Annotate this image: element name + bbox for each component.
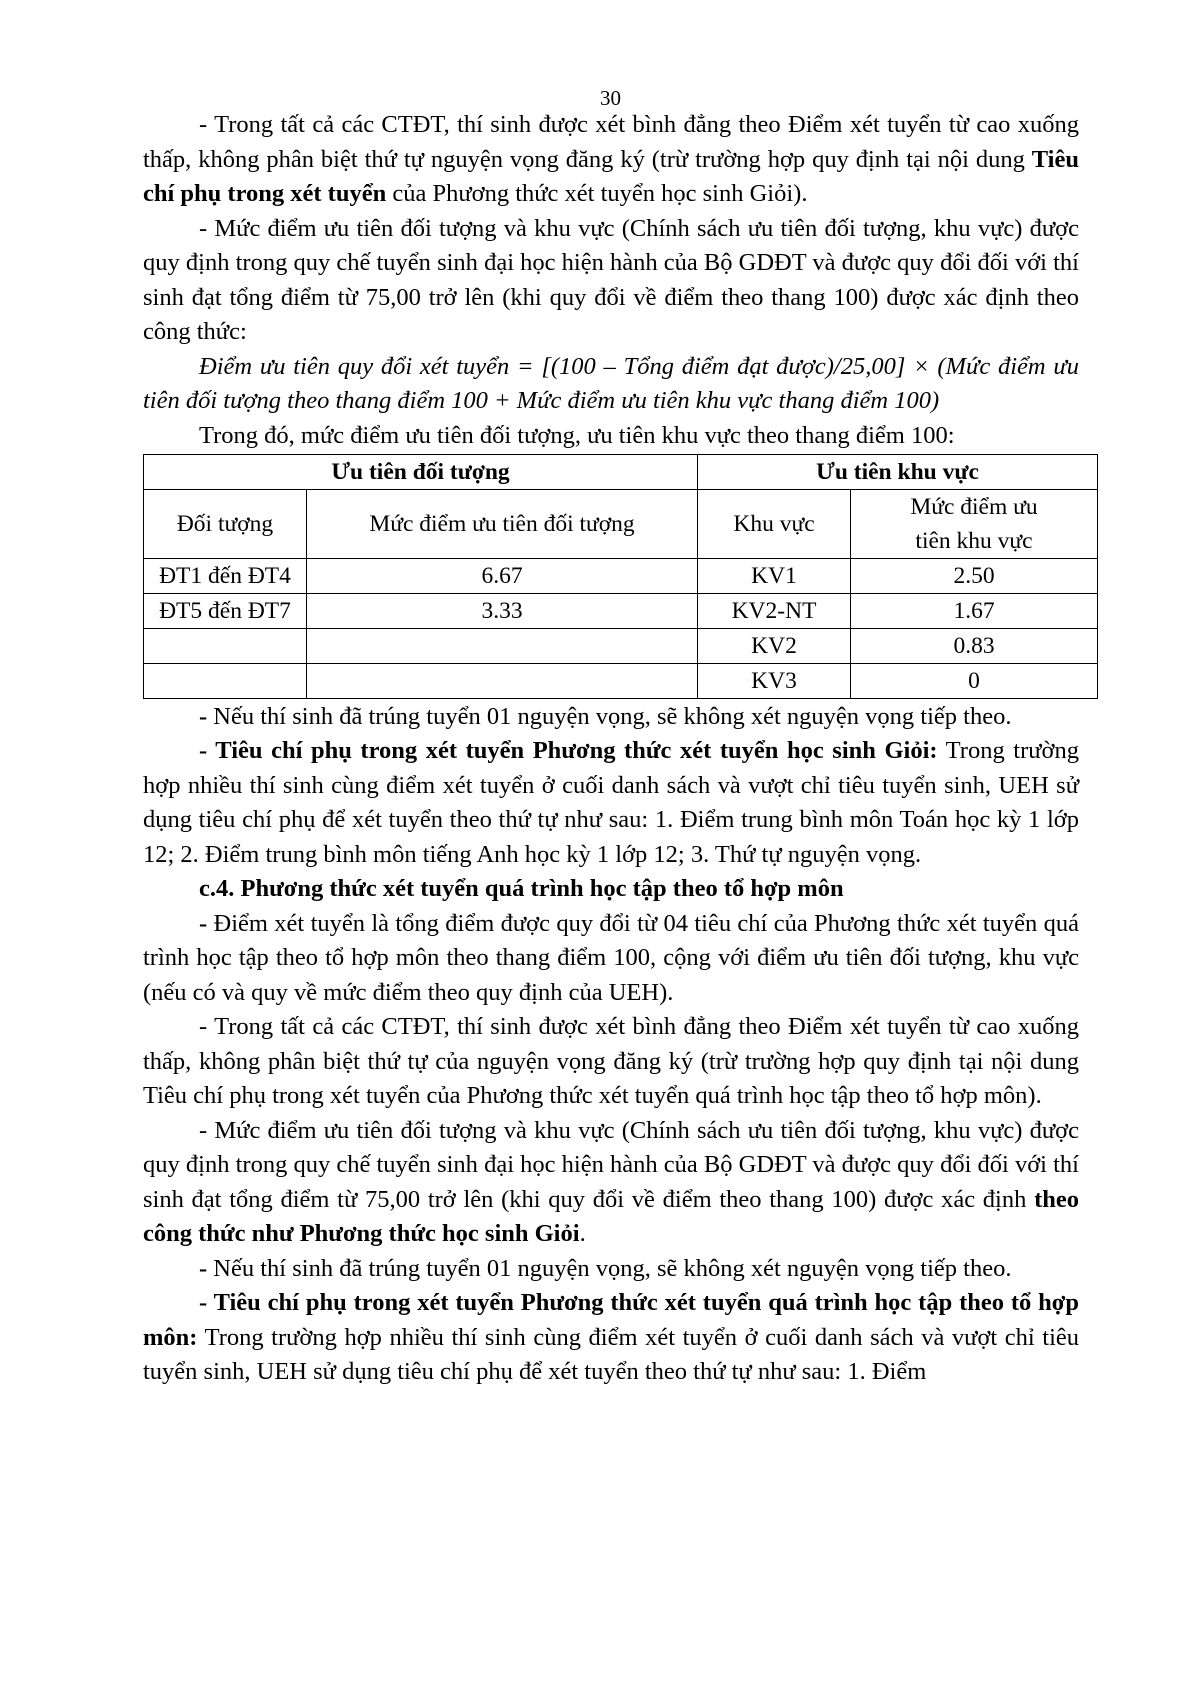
bold-run: Tiêu chí phụ trong xét tuyển: [143, 145, 1079, 207]
cell-muc-diem-doi-tuong: [307, 628, 698, 663]
bold-run: - Tiêu chí phụ trong xét tuyển Phương thức xét tuyển học sinh Giỏi:: [199, 737, 938, 764]
paragraphs-section: [143, 907, 1079, 1390]
col-header-doi-tuong: Đối tượng: [144, 489, 307, 558]
text-run: - Mức điểm ưu tiên đối tượng và khu vực (Chính sách ưu tiên đối tượng, khu vực) được quy định trong quy chế tuyển sinh đại học hiện hành của Bộ GDĐT và được quy đổi đối với thí sinh đạt tổng điểm từ 75,00 trở lên (khi quy đổi về điểm theo thang 100) được xác định theo công thức:: [143, 214, 1079, 345]
table-row: [144, 663, 1098, 698]
paragraphs-before-table: [143, 108, 1079, 350]
cell-khu-vuc: KV2-NT: [698, 593, 851, 628]
cell-doi-tuong: [144, 628, 307, 663]
cell-khu-vuc: KV2: [698, 628, 851, 663]
paragraph: [143, 907, 1079, 1011]
text-run: - Mức điểm ưu tiên đối tượng và khu vực (Chính sách ưu tiên đối tượng, khu vực) được quy định trong quy chế tuyển sinh đại học hiện hành của Bộ GDĐT và được quy đổi đối với thí sinh đạt tổng điểm từ 75,00 trở lên (khi quy đổi về điểm theo thang 100) được xác định: [143, 1116, 1079, 1213]
text-run: .: [579, 1220, 586, 1247]
cell-muc-diem-doi-tuong: 6.67: [307, 558, 698, 593]
paragraph: [143, 108, 1079, 212]
paragraphs-after-table: [143, 700, 1079, 873]
table-caption: Trong đó, mức điểm ưu tiên đối tượng, ưu tiên khu vực theo thang điểm 100:: [199, 421, 955, 449]
paragraph: [143, 700, 1079, 735]
col-header-muc-diem-doi-tuong: Mức điểm ưu tiên đối tượng: [307, 489, 698, 558]
bold-run: theo công thức như Phương thức học sinh Giỏi: [143, 1185, 1079, 1247]
text-run: Trong trường hợp nhiều thí sinh cùng điểm xét tuyển ở cuối danh sách và vượt chỉ tiêu tuyển sinh, UEH sử dụng tiêu chí phụ để xét tuyển theo thứ tự như sau: 1. Điểm: [143, 1323, 1079, 1385]
cell-muc-diem-khu-vuc: 0.83: [851, 628, 1098, 663]
priority-table: [143, 454, 1098, 699]
page-number: 30: [600, 86, 621, 110]
bold-run: -: [199, 702, 214, 730]
paragraph: [143, 1010, 1079, 1114]
cell-khu-vuc: KV3: [698, 663, 851, 698]
priority-table-rows: [144, 558, 1098, 698]
text-run: Điểm xét tuyển là tổng điểm được quy đổi từ 04 tiêu chí của Phương thức xét tuyển quá trình học tập theo tổ hợp môn theo thang điểm 100, cộng với điểm ưu tiên đối tượng, khu vực (nếu có và quy về mức điểm theo quy định của UEH).: [143, 909, 1079, 1006]
cell-muc-diem-khu-vuc: 0: [851, 663, 1098, 698]
cell-khu-vuc: KV1: [698, 558, 851, 593]
section-heading: c.4. Phương thức xét tuyển quá trình học tập theo tổ hợp môn: [199, 875, 844, 902]
cell-doi-tuong: [144, 663, 307, 698]
formula: Điểm ưu tiên quy đổi xét tuyển = [(100 – Tổng điểm đạt được)/25,00] × (Mức điểm ưu tiên đối tượng theo thang điểm 100 + Mức điểm ưu tiên khu vực thang điểm 100): [143, 352, 1079, 414]
text-run: của Phương thức xét tuyển học sinh Giỏi).: [386, 180, 808, 207]
col-header-khu-vuc: Khu vực: [698, 489, 851, 558]
cell-muc-diem-khu-vuc: 1.67: [851, 593, 1098, 628]
document-body: [143, 108, 1079, 1390]
cell-muc-diem-doi-tuong: 3.33: [307, 593, 698, 628]
text-run: - Trong tất cả các CTĐT, thí sinh được xét bình đẳng theo Điểm xét tuyển từ cao xuống thấp, không phân biệt thứ tự của nguyện vọng đăng ký (trừ trường hợp quy định tại nội dung Tiêu chí phụ trong xét tuyển của Phương thức xét tuyển quá trình học tập theo tổ hợp môn).: [143, 1013, 1079, 1109]
text-run: - Trong tất cả các CTĐT, thí sinh được xét bình đẳng theo Điểm xét tuyển từ cao xuống thấp, không phân biệt thứ tự nguyện vọng đăng ký (trừ trường hợp quy định tại nội dung: [143, 111, 1079, 173]
bold-run: -: [199, 909, 214, 937]
cell-muc-diem-khu-vuc: 2.50: [851, 558, 1098, 593]
cell-doi-tuong: ĐT5 đến ĐT7: [144, 593, 307, 628]
bold-run: -: [199, 1254, 214, 1282]
paragraph: [143, 1286, 1079, 1390]
paragraph: [143, 1252, 1079, 1287]
group-header-khu-vuc: Ưu tiên khu vực: [698, 454, 1098, 489]
text-run: Nếu thí sinh đã trúng tuyển 01 nguyện vọng, sẽ không xét nguyện vọng tiếp theo.: [213, 702, 1012, 730]
paragraph: [143, 212, 1079, 350]
group-header-doi-tuong: Ưu tiên đối tượng: [144, 454, 698, 489]
cell-muc-diem-doi-tuong: [307, 663, 698, 698]
table-row: [144, 558, 1098, 593]
cell-doi-tuong: ĐT1 đến ĐT4: [144, 558, 307, 593]
bold-run: - Tiêu chí phụ trong xét tuyển Phương thức xét tuyển quá trình học tập theo tổ hợp môn:: [143, 1289, 1079, 1351]
table-row: [144, 628, 1098, 663]
paragraph: [143, 1114, 1079, 1252]
table-row: [144, 593, 1098, 628]
text-run: Trong trường hợp nhiều thí sinh cùng điểm xét tuyển ở cuối danh sách và vượt chỉ tiêu tuyển sinh, UEH sử dụng tiêu chí phụ để xét tuyển theo thứ tự như sau: 1. Điểm trung bình môn Toán học kỳ 1 lớp 12; 2. Điểm trung bình môn tiếng Anh học kỳ 1 lớp 12; 3. Thứ tự nguyện vọng.: [143, 737, 1079, 868]
paragraph: [143, 734, 1079, 872]
text-run: Nếu thí sinh đã trúng tuyển 01 nguyện vọng, sẽ không xét nguyện vọng tiếp theo.: [213, 1254, 1012, 1282]
col-header-muc-diem-khu-vuc: Mức điểm ưu tiên khu vực: [851, 489, 1098, 558]
